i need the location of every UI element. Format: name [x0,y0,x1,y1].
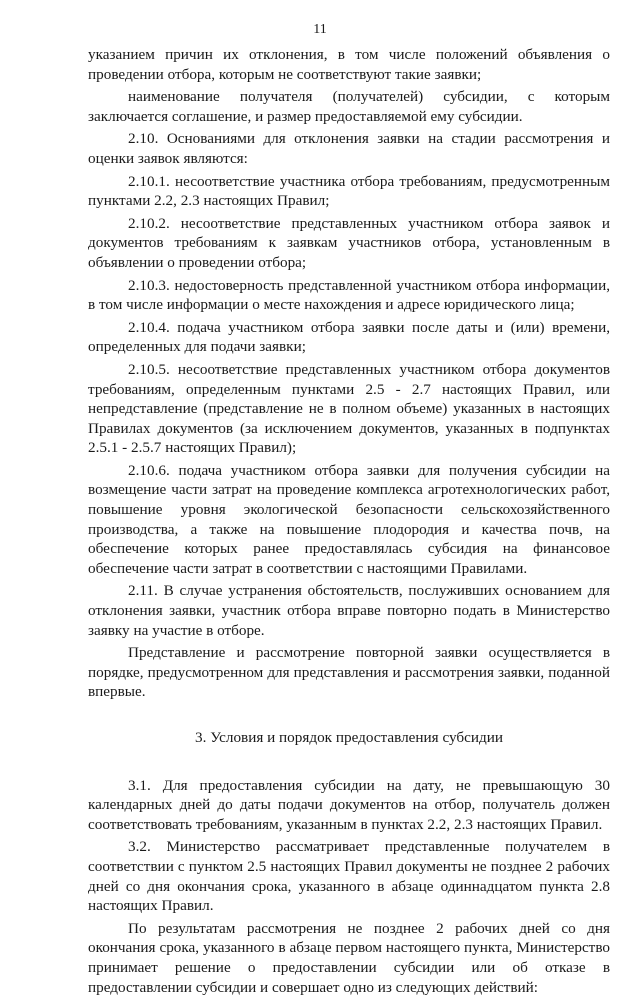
page-number: 11 [313,22,327,37]
paragraph: 2.10. Основаниями для отклонения заявки на стадии рассмотрения и оценки заявок являются: [88,130,610,167]
paragraph: 2.10.3. недостоверность представленной участником отбора информации, в том числе информации о месте нахождения и адресе юридического лица; [88,276,610,314]
paragraph: Представление и рассмотрение повторной заявки осуществляется в порядке, предусмотренном для представления и рассмотрения заявки, поданной впервые. [88,644,610,701]
paragraph: 2.11. В случае устранения обстоятельств, послуживших основанием для отклонения заявки, участник отбора вправе повторно подать в Министерство заявку на участие в отборе. [88,582,610,639]
section-2-continuation [88,45,610,702]
paragraph: 2.10.6. подача участником отбора заявки для получения субсидии на возмещение части затрат на проведение комплекса агротехнологических работ, повышение уровня экологической безопасности сельскохозяйственного производства, а также на повышение плодородия и качества почв, на обеспечение которых ранее предоставлялась субсидия на финансовое обеспечение части затрат в соответствии с настоящими Правилами. [88,461,610,577]
section-3-body [88,776,610,997]
document-body [88,45,610,997]
paragraph: 2.10.5. несоответствие представленных участником отбора документов требованиям, определенным пунктами 2.5 - 2.7 настоящих Правил, или непредставление (представление не в полном объеме) указанных в настоящих Правилах документов (за исключением документов, указанных в подпунктах 2.5.1 - 2.5.7 настоящих Правил); [88,360,610,457]
paragraph: 2.10.4. подача участником отбора заявки после даты и (или) времени, определенных для подачи заявки; [88,318,610,356]
section-heading: 3. Условия и порядок предоставления субсидии [195,729,503,746]
paragraph: По результатам рассмотрения не позднее 2 рабочих дней со дня окончания срока, указанного в абзаце первом настоящего пункта, Министерство принимает решение о предоставлении субсидии или об отказе в предоставлении субсидии и совершает одно из следующих действий: [88,919,610,996]
paragraph: 2.10.1. несоответствие участника отбора требованиям, предусмотренным пунктами 2.2, 2.3 настоящих Правил; [88,172,610,210]
paragraph: 3.2. Министерство рассматривает представленные получателем в соответствии с пунктом 2.5 настоящих Правил документы не позднее 2 рабочих дней со дня окончания срока, указанного в абзаце одиннадцатом пункта 2.8 настоящих Правил. [88,838,610,915]
paragraph: 3.1. Для предоставления субсидии на дату, не превышающую 30 календарных дней до даты подачи документов на отбор, получатель должен соответствовать требованиям, указанным в пунктах 2.2, 2.3 настоящих Правил. [88,776,610,833]
paragraph: наименование получателя (получателей) субсидии, с которым заключается соглашение, и размер предоставляемой ему субсидии. [88,88,610,125]
paragraph: указанием причин их отклонения, в том числе положений объявления о проведении отбора, которым не соответствуют такие заявки; [88,46,610,83]
paragraph: 2.10.2. несоответствие представленных участником отбора заявок и документов требованиям к заявкам участников отбора, установленным в объявлении о проведении отбора; [88,214,610,271]
